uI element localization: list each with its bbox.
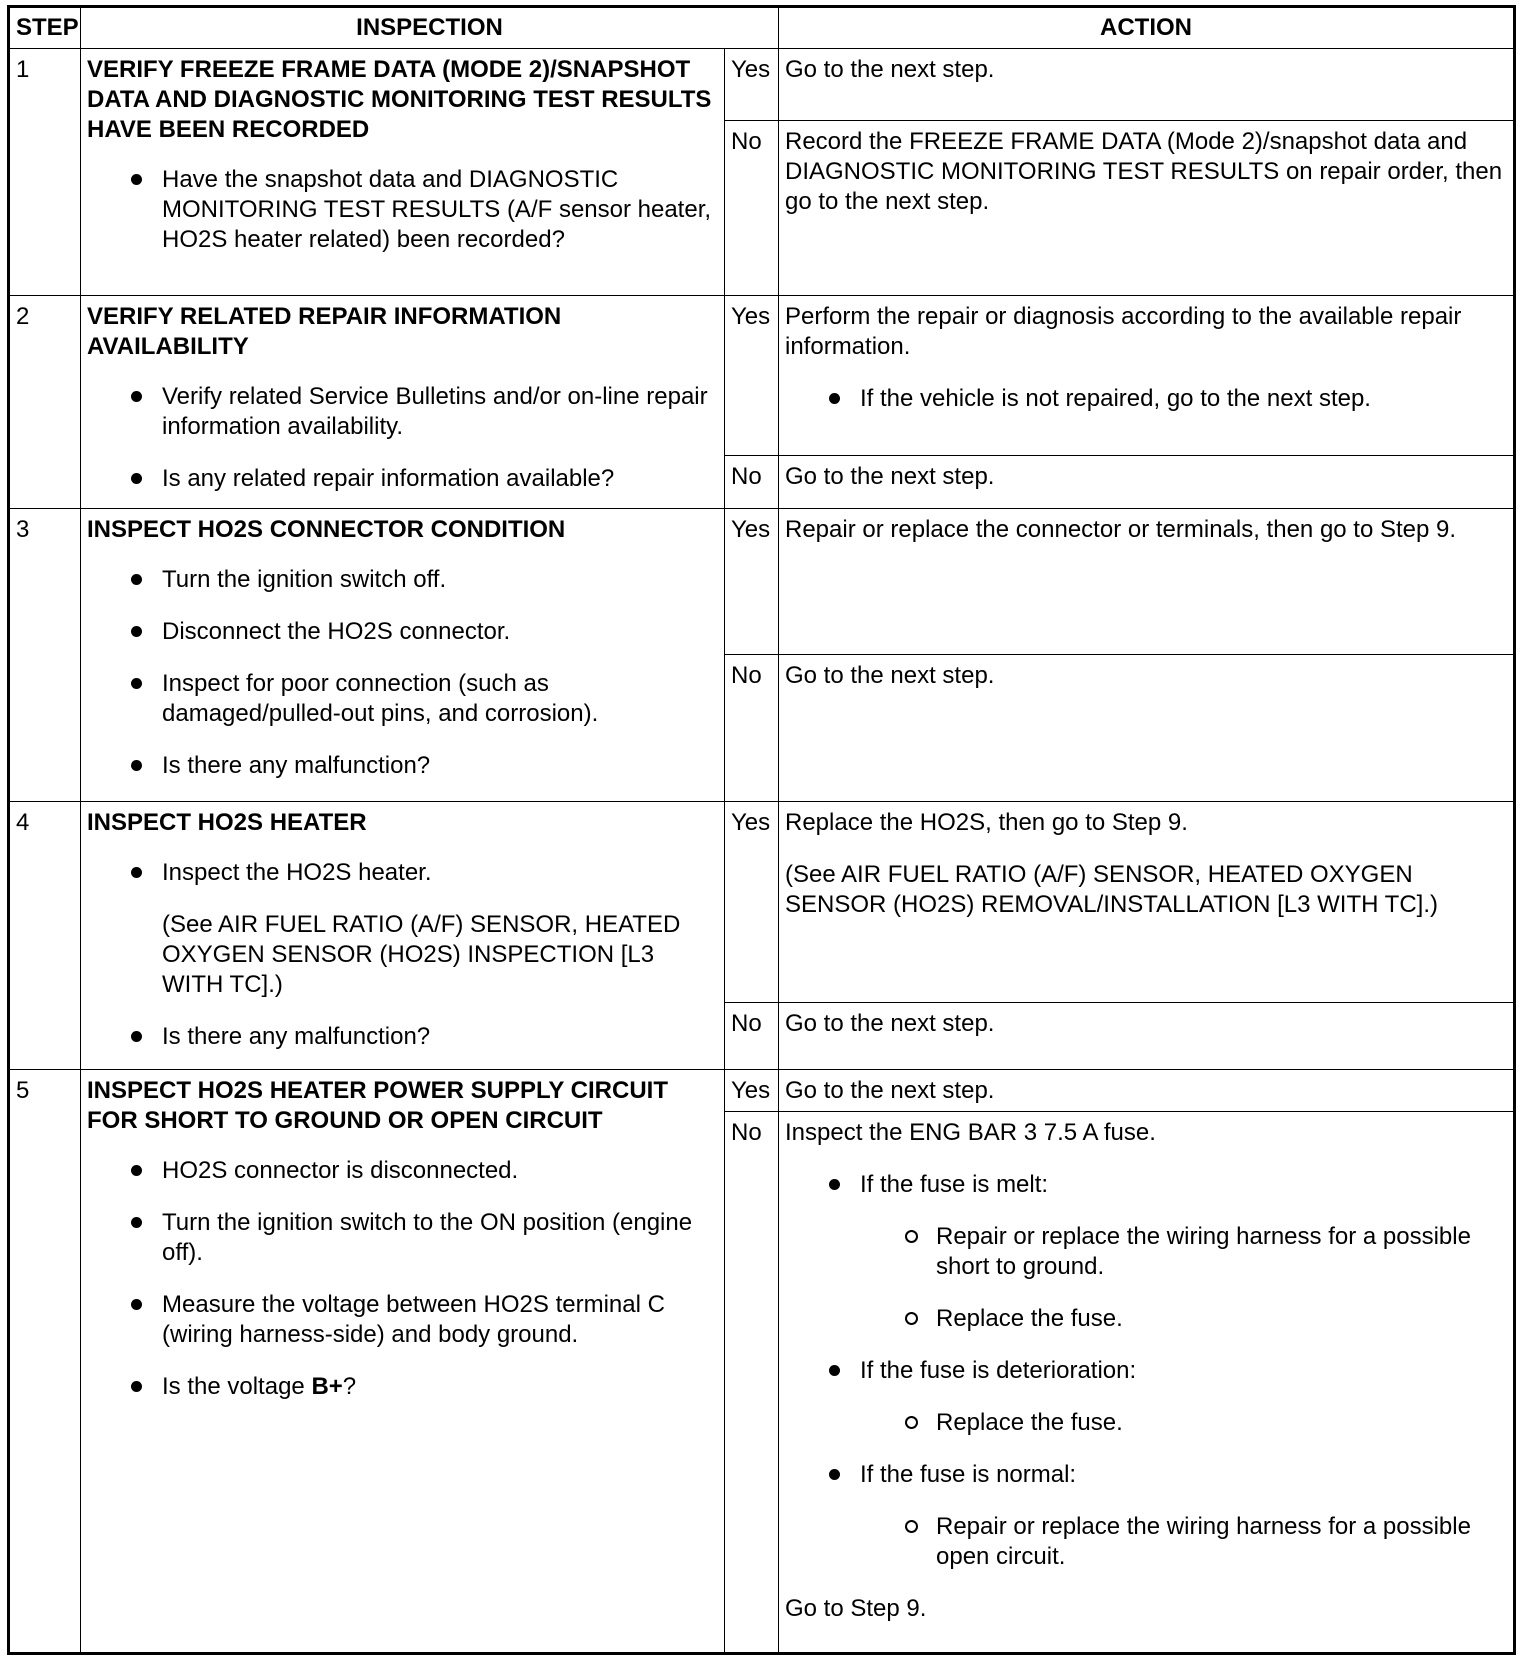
header-step: STEP — [9, 7, 81, 49]
fuse-branch-sub: Replace the fuse. — [936, 1304, 1507, 1334]
step-number: 3 — [9, 508, 81, 801]
yes-action: Repair or replace the connector or terminals, then go to Step 9. — [779, 508, 1515, 655]
inspection-bullet: Verify related Service Bulletins and/or on-line repair information availability. — [162, 382, 718, 442]
yes-action: Go to the next step. — [779, 1069, 1515, 1111]
fuse-branch-sub: Replace the fuse. — [936, 1408, 1507, 1438]
fuse-branch-sub: Repair or replace the wiring harness for a possible short to ground. — [936, 1222, 1507, 1282]
step-4-inspection — [81, 801, 725, 1069]
voltage-question-suffix: ? — [342, 1372, 357, 1400]
inspection-bullet: Inspect the HO2S heater. — [162, 858, 718, 888]
inspection-bullet: Is there any malfunction? — [162, 1022, 718, 1052]
step-2-yes-row — [9, 295, 1515, 455]
no-action: Go to the next step. — [779, 655, 1515, 802]
inspection-bullet: Disconnect the HO2S connector. — [162, 617, 718, 647]
step-number: 2 — [9, 295, 81, 508]
yes-action-reference: (See AIR FUEL RATIO (A/F) SENSOR, HEATED OXYGEN SENSOR (HO2S) REMOVAL/INSTALLATION [L3 WITH TC].) — [785, 860, 1438, 918]
inspection-bullet: Inspect for poor connection (such as damaged/pulled-out pins, and corrosion). — [162, 669, 718, 729]
step-title: VERIFY FREEZE FRAME DATA (MODE 2)/SNAPSHOT DATA AND DIAGNOSTIC MONITORING TEST RESULTS HAVE BEEN RECORDED — [87, 56, 712, 143]
step-5-inspection — [81, 1069, 725, 1653]
inspection-bullet: Turn the ignition switch off. — [162, 565, 718, 595]
inspection-bullet: Is any related repair information available? — [162, 464, 718, 494]
step-number: 5 — [9, 1069, 81, 1653]
no-action: Go to the next step. — [779, 1002, 1515, 1069]
inspection-bullet: HO2S connector is disconnected. — [162, 1156, 718, 1186]
inspection-reference: (See AIR FUEL RATIO (A/F) SENSOR, HEATED OXYGEN SENSOR (HO2S) INSPECTION [L3 WITH TC].) — [162, 910, 681, 998]
no-label: No — [725, 455, 779, 508]
yes-action-cell — [779, 295, 1515, 455]
step-title: INSPECT HO2S CONNECTOR CONDITION — [87, 515, 566, 543]
inspection-bullet: Measure the voltage between HO2S terminal C (wiring harness-side) and body ground. — [162, 1290, 718, 1350]
no-label: No — [725, 655, 779, 802]
step-title: INSPECT HO2S HEATER POWER SUPPLY CIRCUIT FOR SHORT TO GROUND OR OPEN CIRCUIT — [87, 1076, 668, 1134]
step-1-yes-row — [9, 49, 1515, 121]
voltage-value: B+ — [311, 1372, 343, 1400]
fuse-branch — [860, 1356, 1507, 1438]
yes-action: Perform the repair or diagnosis according to the available repair information. — [785, 302, 1462, 360]
no-action: Inspect the ENG BAR 3 7.5 A fuse. — [785, 1118, 1156, 1146]
yes-label: Yes — [725, 801, 779, 1002]
yes-label: Yes — [725, 508, 779, 655]
header-inspection: INSPECTION — [81, 7, 779, 49]
no-action-cell — [779, 1111, 1515, 1653]
step-1-inspection — [81, 49, 725, 296]
no-label: No — [725, 1111, 779, 1653]
step-5-yes-row — [9, 1069, 1515, 1111]
fuse-branch-label: If the fuse is melt: — [860, 1170, 1049, 1198]
inspection-bullet: Is there any malfunction? — [162, 751, 718, 781]
header-action: ACTION — [779, 7, 1515, 49]
step-title: VERIFY RELATED REPAIR INFORMATION AVAILABILITY — [87, 302, 562, 360]
yes-label: Yes — [725, 1069, 779, 1111]
no-action: Go to the next step. — [779, 455, 1515, 508]
diagnostic-table — [7, 5, 1516, 1655]
step-number: 1 — [9, 49, 81, 296]
yes-action-bullet: If the vehicle is not repaired, go to the next step. — [860, 384, 1507, 414]
inspection-bullet: Have the snapshot data and DIAGNOSTIC MONITORING TEST RESULTS (A/F sensor heater, HO2S heater related) been recorded? — [162, 165, 718, 255]
voltage-question-prefix: Is the voltage — [162, 1372, 312, 1400]
no-action: Record the FREEZE FRAME DATA (Mode 2)/snapshot data and DIAGNOSTIC MONITORING TEST RESULTS on repair order, then go to the next step. — [779, 121, 1515, 296]
yes-action: Go to the next step. — [779, 49, 1515, 121]
step-2-inspection — [81, 295, 725, 508]
header-row — [9, 7, 1515, 49]
step-title: INSPECT HO2S HEATER — [87, 808, 367, 836]
yes-action-cell — [779, 801, 1515, 1002]
inspection-bullet: Turn the ignition switch to the ON position (engine off). — [162, 1208, 718, 1268]
yes-label: Yes — [725, 295, 779, 455]
no-action-final: Go to Step 9. — [785, 1594, 927, 1622]
fuse-branch-label: If the fuse is deterioration: — [860, 1356, 1137, 1384]
no-label: No — [725, 1002, 779, 1069]
yes-label: Yes — [725, 49, 779, 121]
step-3-yes-row — [9, 508, 1515, 655]
yes-action: Replace the HO2S, then go to Step 9. — [785, 808, 1188, 836]
step-3-inspection — [81, 508, 725, 801]
step-4-yes-row — [9, 801, 1515, 1002]
fuse-branch-label: If the fuse is normal: — [860, 1460, 1077, 1488]
fuse-branch — [860, 1170, 1507, 1334]
step-number: 4 — [9, 801, 81, 1069]
inspection-bullet-voltage — [162, 1372, 718, 1402]
fuse-branch — [860, 1460, 1507, 1572]
fuse-branch-sub: Repair or replace the wiring harness for a possible open circuit. — [936, 1512, 1507, 1572]
no-label: No — [725, 121, 779, 296]
